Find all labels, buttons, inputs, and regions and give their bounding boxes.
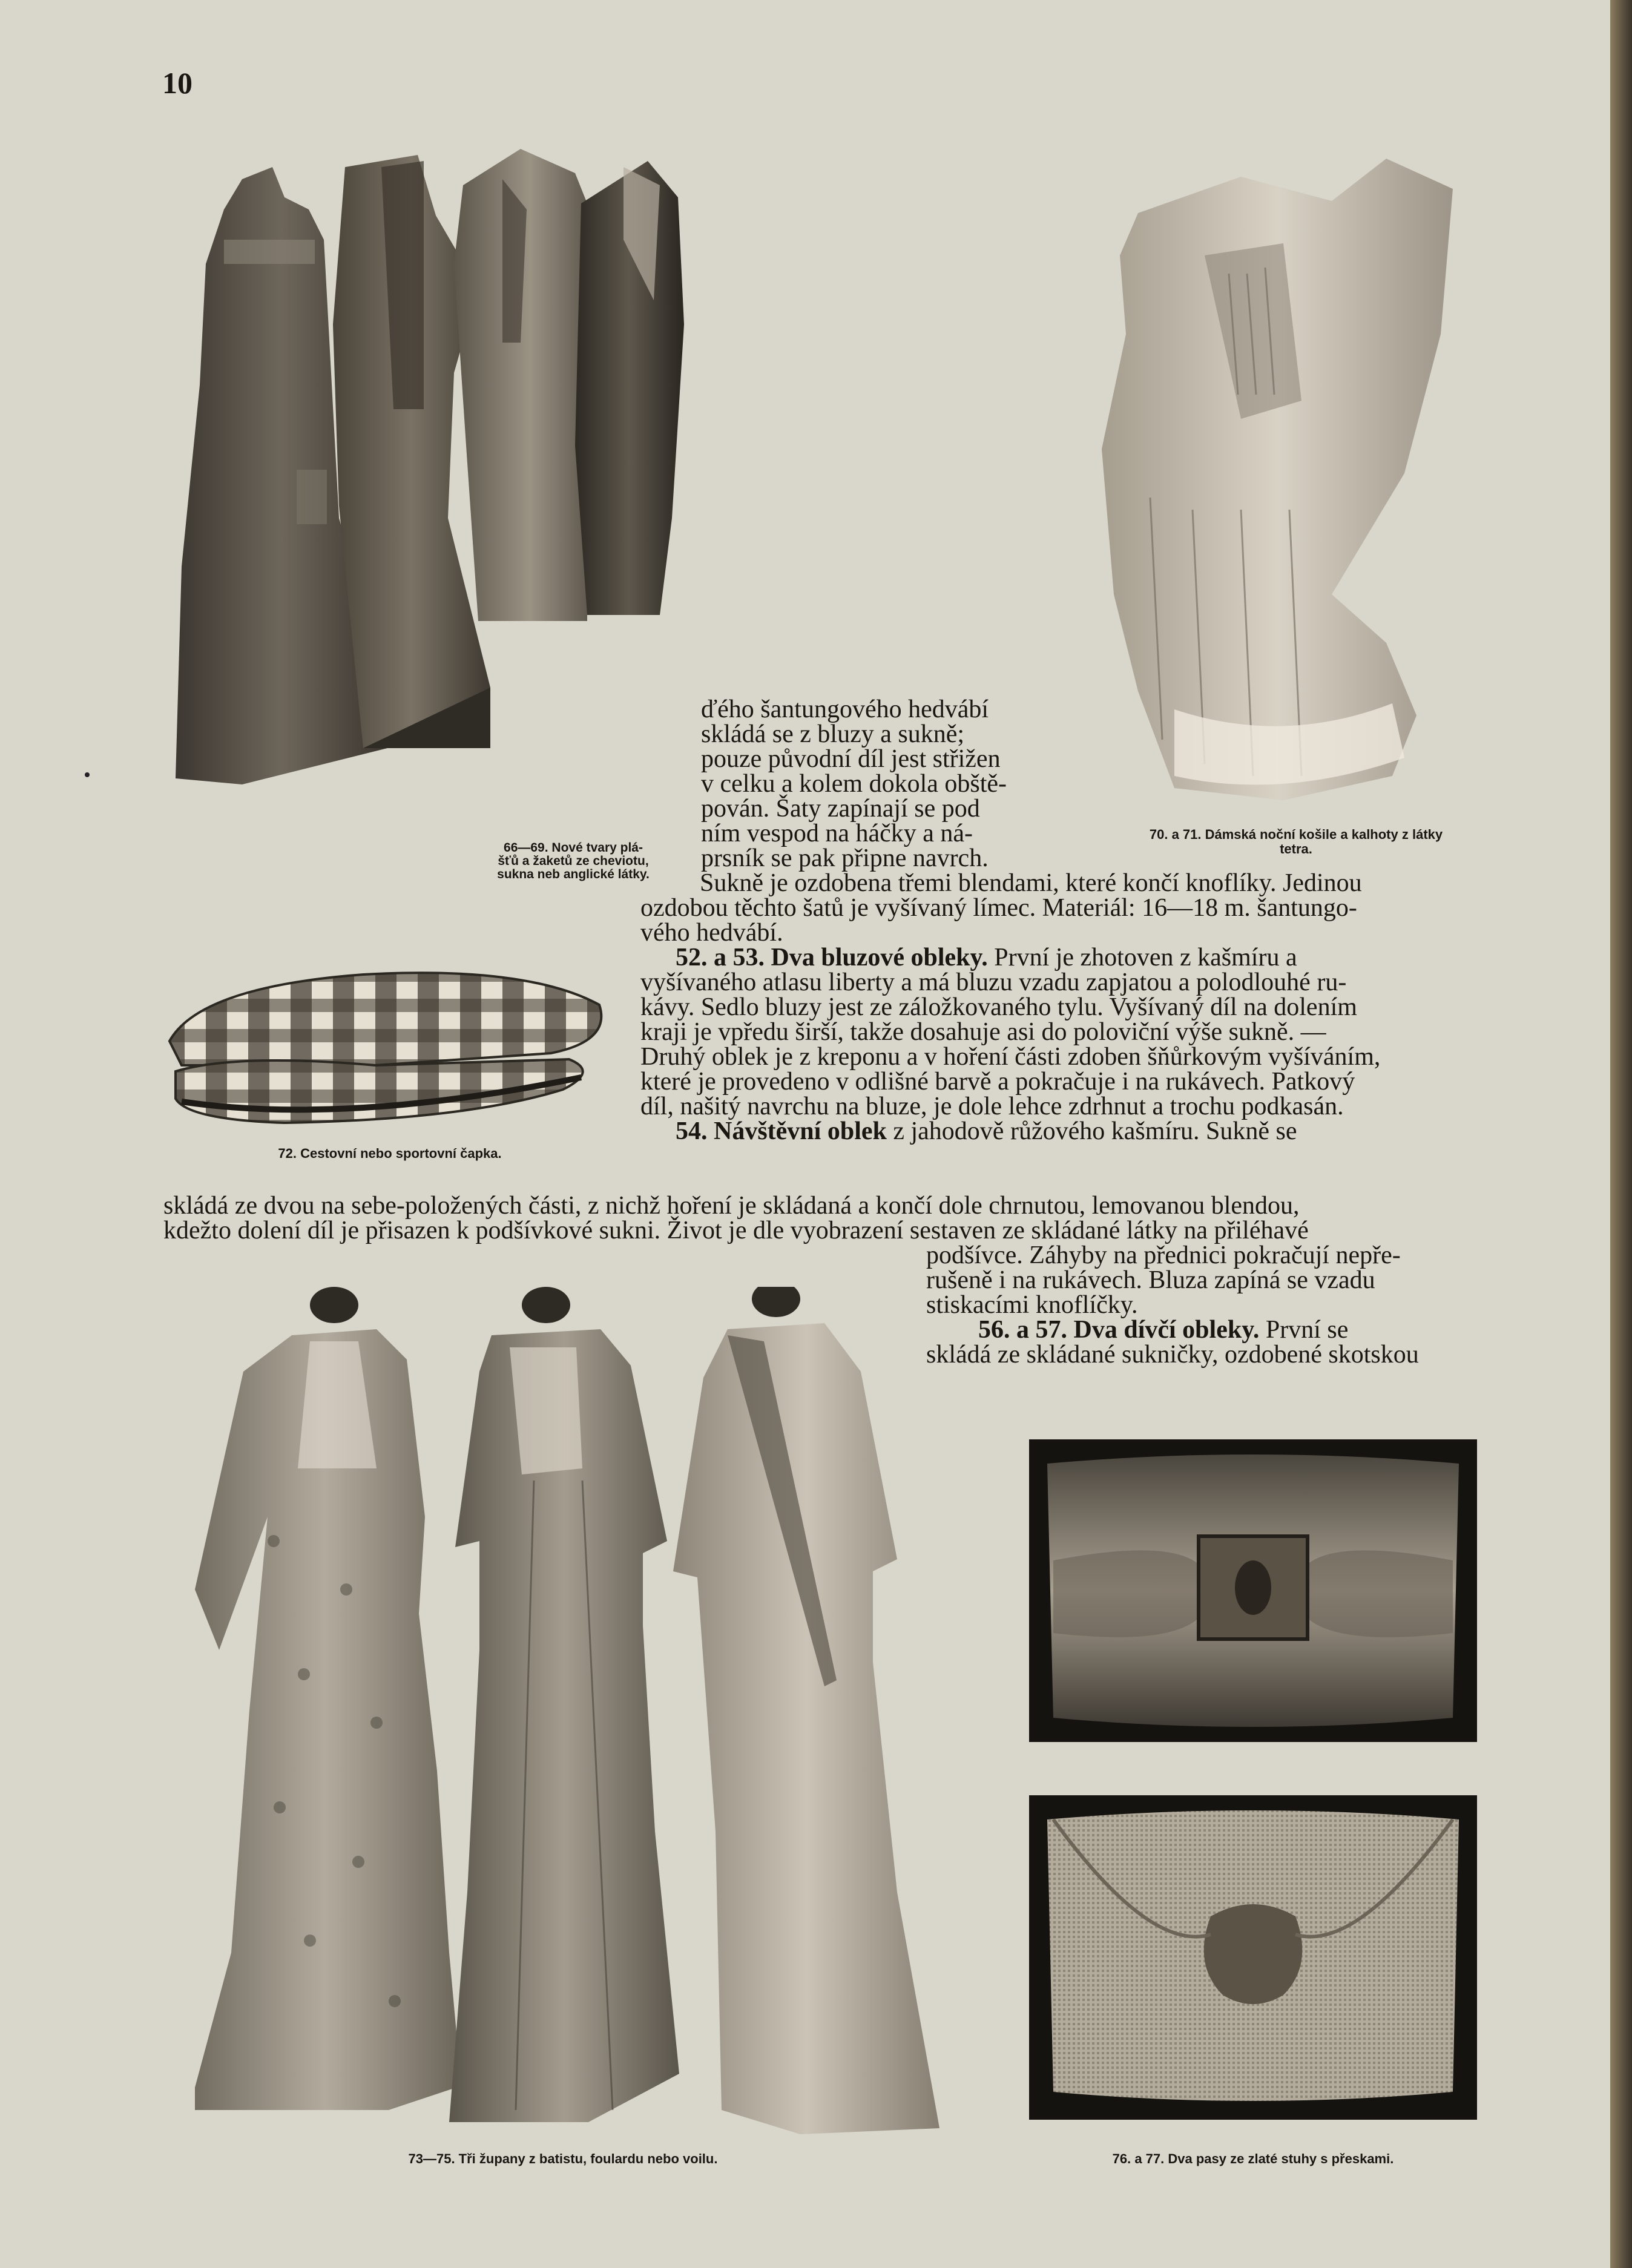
paragraph-line: skládá se z bluzy a sukně; — [701, 720, 965, 748]
section-54-first-line — [640, 1119, 1494, 1144]
paragraph-line: kávy. Sedlo bluzy jest ze záložkovaného tylu. Vyšívaný díl na dolením — [640, 993, 1357, 1021]
paragraph-line: Sukně je ozdobena třemi blendami, které končí knoflíky. Jedinou — [700, 869, 1362, 897]
paragraph-line: ďého šantungového hedvábí — [701, 695, 989, 723]
robes-illustration — [195, 1287, 946, 2137]
paragraph-line: vého hedvábí. — [640, 919, 783, 947]
stray-dot — [85, 772, 90, 777]
paragraph-line: díl, našitý navrchu na bluze, je dole lehce zdrhnut a trochu podkasán. — [640, 1093, 1344, 1120]
text-column-mid — [640, 871, 1494, 1144]
section-52-first-text: První je zhotoven z kašmíru a — [987, 944, 1297, 971]
paragraph-line: kraji je vpředu širší, takže dosahuje asi do poloviční výše sukně. — — [640, 1018, 1326, 1046]
page-number: 10 — [162, 66, 192, 100]
text-full-width — [163, 1194, 1494, 1243]
paragraph-line: stiskacími knoflíčky. — [926, 1291, 1138, 1319]
section-56-heading: 56. a 57. Dva dívčí obleky. — [978, 1316, 1260, 1344]
paragraph-line: skládá ze skládané sukničky, ozdobené skotskou — [926, 1341, 1419, 1369]
section-54-first-text: z jahodově růžového kašmíru. Sukně se — [886, 1117, 1297, 1145]
caption-coats: 66—69. Nové tvary plá- šťů a žaketů ze cheviotu, sukna neb anglické látky. — [497, 841, 650, 881]
section-54-heading: 54. Návštěvní oblek — [676, 1117, 887, 1145]
caption-cap: 72. Cestovní nebo sportovní čapka. — [278, 1146, 502, 1161]
paragraph-line: prsník se pak připne navrch. — [701, 844, 989, 872]
paragraph-line: rušeně i na rukávech. Bluza zapíná se vzadu — [926, 1266, 1375, 1294]
paragraph-line: Druhý oblek je z kreponu a v hoření části zdoben šňůrkovým vyšíváním, — [640, 1043, 1381, 1071]
belt-illustration — [1029, 1795, 1477, 2120]
paragraph-line: pouze původní díl jest střižen — [701, 745, 1001, 773]
paragraph-line: vyšívaného atlasu liberty a má bluzu vzadu zapjatou a polodlouhé ru- — [640, 968, 1347, 996]
paragraph-line: které je provedeno v odlišné barvě a pokračuje i na rukávech. Patkový — [640, 1068, 1355, 1096]
caption-robes: 73—75. Tři župany z batistu, foulardu nebo voilu. — [408, 2151, 718, 2166]
section-56-first-text: První se — [1259, 1316, 1349, 1344]
paragraph-line: ním vespod na háčky a ná- — [701, 820, 973, 847]
paragraph-line: v celku a kolem dokola obště- — [701, 770, 1007, 798]
section-56-first-line — [919, 1318, 1494, 1343]
paragraph-line: pován. Šaty zapínají se pod — [701, 795, 980, 823]
text-column-narrow — [701, 697, 1065, 871]
paragraph-line: ozdobou těchto šatů je vyšívaný límec. Materiál: 16—18 m. šantungo- — [640, 894, 1357, 922]
paragraph-line: podšívce. Záhyby na přednici pokračují nepře- — [926, 1241, 1401, 1269]
coats-illustration — [163, 143, 684, 827]
paragraph-line: skládá ze dvou na sebe-položených části, z nichž hoření je skládaná a končí dole chrnutou, lemovanou blendou, — [163, 1192, 1300, 1220]
belt-illustration — [1029, 1439, 1477, 1742]
book-spine — [1610, 0, 1632, 2268]
caption-belts: 76. a 77. Dva pasy ze zlaté stuhy s přeskami. — [1112, 2151, 1394, 2166]
section-52-first-line — [640, 945, 1494, 970]
paragraph-line: kdežto dolení díl je přisazen k podšívkové sukni. Život je dle vyobrazení sestaven ze skládané látky na přiléhavé — [163, 1217, 1309, 1244]
caption-nightwear: 70. a 71. Dámská noční košile a kalhoty z látky tetra. — [1149, 827, 1443, 856]
nightwear-illustration — [1102, 134, 1453, 812]
section-52-heading: 52. a 53. Dva bluzové obleky. — [676, 944, 988, 971]
text-column-right — [919, 1243, 1494, 1367]
cap-illustration — [163, 968, 611, 1129]
